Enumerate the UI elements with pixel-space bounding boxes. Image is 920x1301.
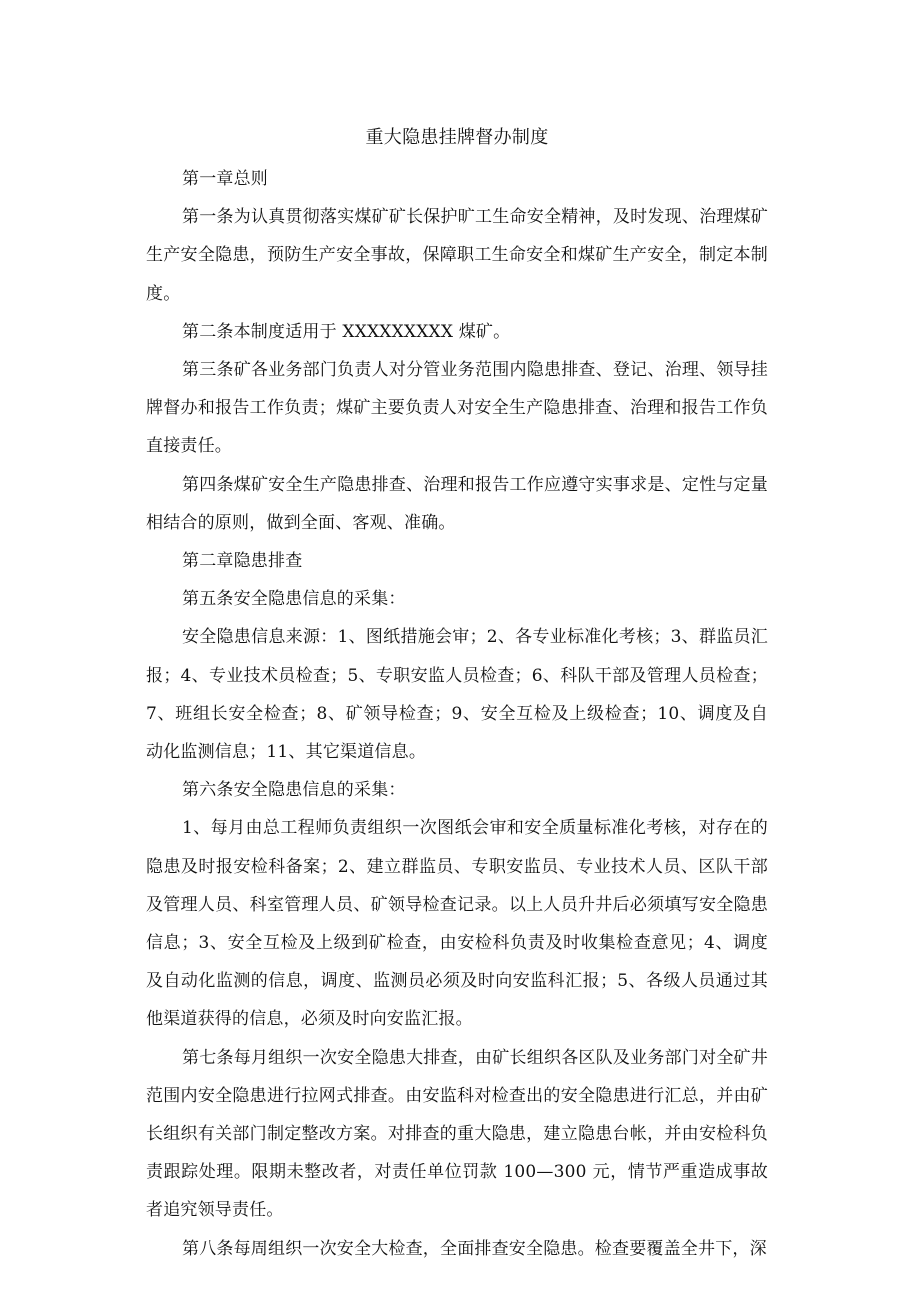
article-8: 第八条每周组织一次安全大检查，全面排查安全隐患。检查要覆盖全井下，深	[182, 1238, 767, 1259]
article-7: 第七条每月组织一次安全隐患大排查，由矿长组织各区队及业务部门对全矿井范围内安全隐患进行拉网式排查。由安监科对检查出的安全隐患进行汇总，并由矿长组织有关部门制定整改方案。对排查的重大隐患，建立隐患台帐，并由安检科负责跟踪处理。限期未整改者，对责任单位罚款 100—300 元，情节严重造成事故者追究领导责任。	[146, 1047, 768, 1221]
chapter-1-heading: 第一章总则	[182, 169, 268, 189]
article-6: 第六条安全隐患信息的采集：	[182, 780, 406, 801]
article-6-details: 1、每月由总工程师负责组织一次图纸会审和安全质量标准化考核，对存在的隐患及时报安检科备案；2、建立群监员、专职安监员、专业技术人员、区队干部及管理人员、科室管理人员、矿领导检查记录。以上人员升井后必须填写安全隐患信息；3、安全互检及上级到矿检查，由安检科负责及时收集检查意见；4、调度及自动化监测的信息，调度、监测员必须及时向安监科汇报；5、各级人员通过其他渠道获得的信息，必须及时向安监汇报。	[146, 818, 768, 1030]
document-title: 重大隐患挂牌督办制度	[365, 127, 549, 148]
article-2: 第二条本制度适用于 XXXXXXXXX 煤矿。	[182, 321, 511, 342]
article-1: 第一条为认真贯彻落实煤矿矿长保护旷工生命安全精神，及时发现、治理煤矿生产安全隐患，预防生产安全事故，保障职工生命安全和煤矿生产安全，制定本制度。	[146, 207, 768, 304]
chapter-2-heading: 第二章隐患排查	[182, 551, 303, 572]
article-5-sources: 安全隐患信息来源：1、图纸措施会审；2、各专业标准化考核；3、群监员汇报；4、专业技术员检查；5、专职安监人员检查；6、科队干部及管理人员检查；7、班组长安全检查；8、矿领导检查；9、安全互检及上级检查；10、调度及自动化监测信息；11、其它渠道信息。	[146, 627, 768, 763]
article-4: 第四条煤矿安全生产隐患排查、治理和报告工作应遵守实事求是、定性与定量相结合的原则，做到全面、客观、准确。	[146, 474, 768, 533]
article-3: 第三条矿各业务部门负责人对分管业务范围内隐患排查、登记、治理、领导挂牌督办和报告工作负责；煤矿主要负责人对安全生产隐患排查、治理和报告工作负直接责任。	[146, 360, 768, 457]
article-5: 第五条安全隐患信息的采集：	[182, 589, 406, 610]
